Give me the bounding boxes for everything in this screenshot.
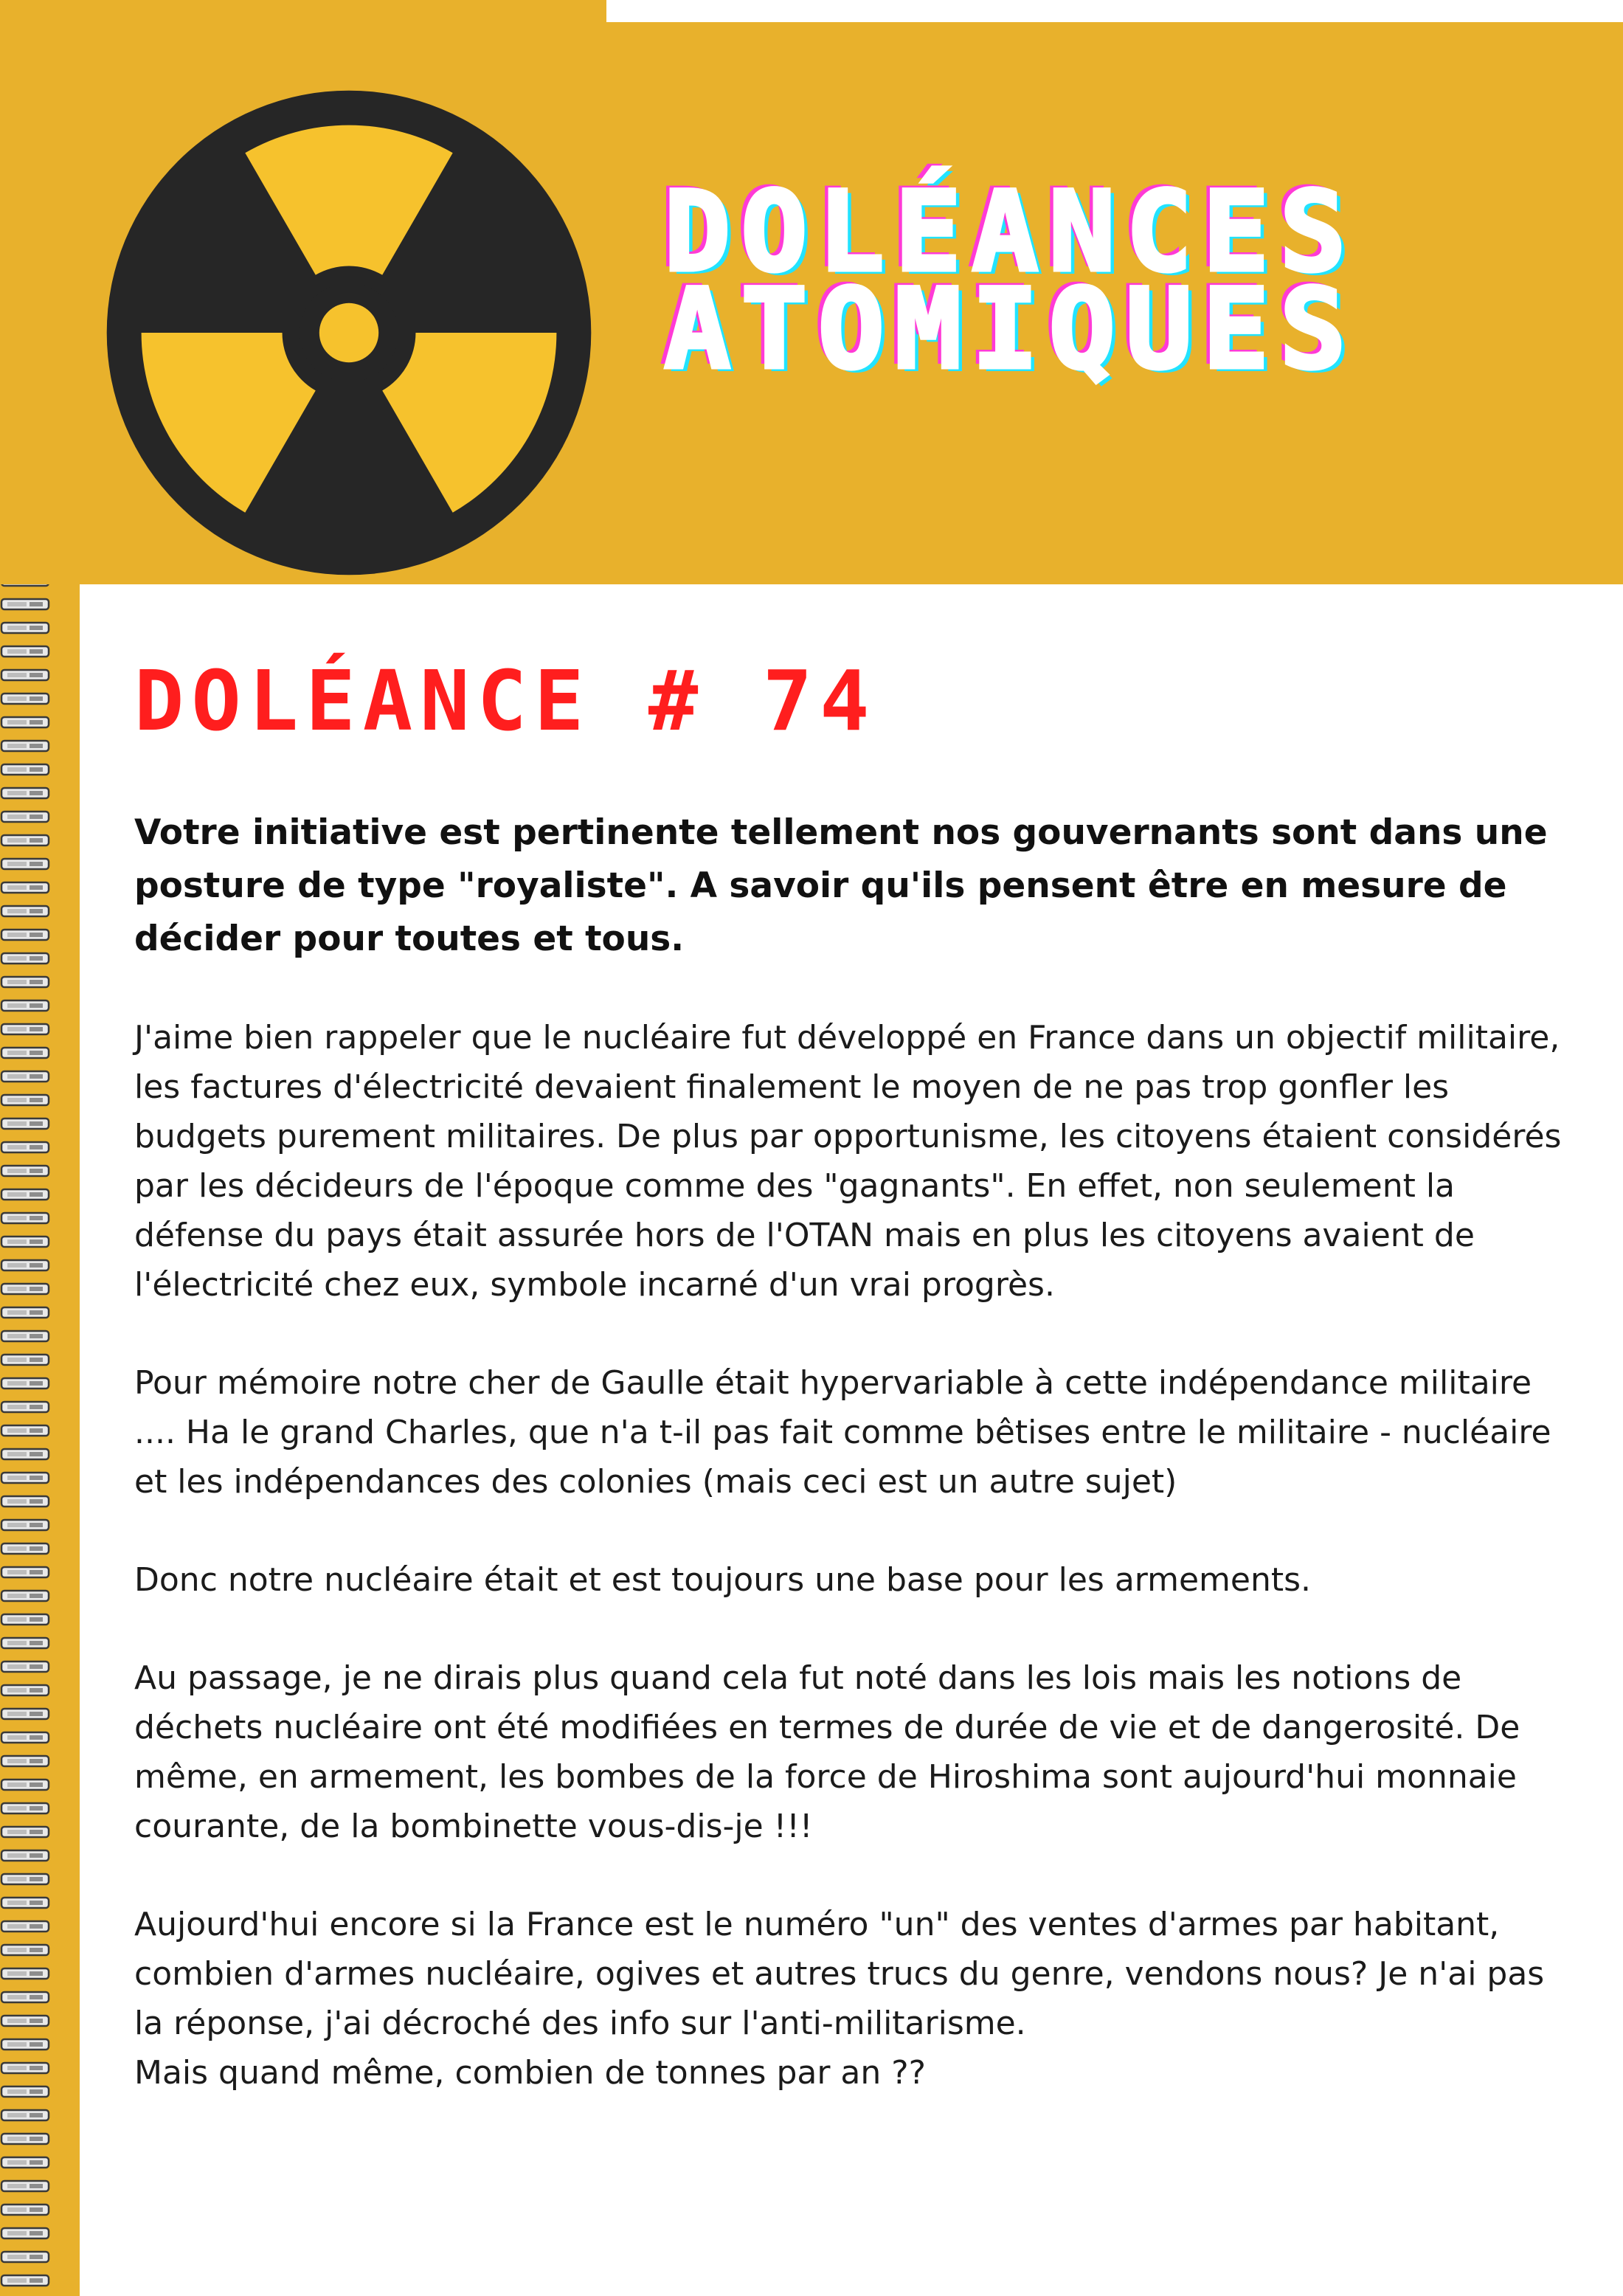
binding-ring	[1, 1425, 49, 1436]
binding-ring	[1, 1071, 49, 1082]
binding-ring	[1, 1331, 49, 1341]
binding-ring	[1, 623, 49, 633]
radiation-icon	[102, 86, 596, 580]
binding-ring	[1, 1614, 49, 1625]
paragraph-5: Aujourd'hui encore si la France est le numéro "un" des ventes d'armes par habitant, combien d'armes nucléaire, ogives et autres trucs du genre, vendons nous? Je n'ai pas la réponse, j'ai décroché des info sur l'anti-militarisme.	[134, 1906, 1545, 2043]
binding-ring	[1, 2039, 49, 2050]
binding-ring	[1, 859, 49, 869]
binding-ring	[1, 1142, 49, 1152]
binding-ring	[1, 1850, 49, 1861]
binding-ring	[1, 977, 49, 987]
binding-ring	[1, 1898, 49, 1908]
binding-ring	[1, 1402, 49, 1412]
binding-ring	[1, 717, 49, 727]
doleance-title: DOLÉANCE # 74	[134, 654, 877, 750]
binding-ring	[1, 1189, 49, 1200]
binding-ring	[1, 599, 49, 609]
binding-ring	[1, 1449, 49, 1459]
doleance-content	[134, 654, 1565, 2146]
binding-ring	[1, 1874, 49, 1884]
binding-ring	[1, 1000, 49, 1011]
header-white-notch	[606, 0, 1623, 22]
binding-ring	[1, 953, 49, 964]
header-banner-top	[0, 0, 606, 22]
binding-ring	[1, 2252, 49, 2262]
binding-ring	[1, 1780, 49, 1790]
binding-ring	[1, 1473, 49, 1483]
binding-ring	[1, 1355, 49, 1365]
binding-ring	[1, 906, 49, 916]
binding-ring	[1, 1048, 49, 1058]
binding-ring	[1, 2086, 49, 2097]
binding-ring	[1, 1496, 49, 1507]
paragraph-4: Au passage, je ne dirais plus quand cela fut noté dans les lois mais les notions de déchets nucléaire ont été modifiées en termes de durée de vie et de dangerosité. De même, en armement, les bombes de la force de Hiroshima sont aujourd'hui monnaie courante, de la bombinette vous-dis-je !!!	[134, 1659, 1520, 1846]
binding-ring	[1, 930, 49, 940]
binding-ring	[1, 835, 49, 846]
binding-ring	[1, 1166, 49, 1176]
binding-ring	[1, 2157, 49, 2168]
paragraph-3: Donc notre nucléaire était et est toujours une base pour les armements.	[134, 1561, 1312, 1600]
binding-ring	[1, 1378, 49, 1389]
binding-ring	[1, 694, 49, 704]
binding-ring	[1, 1543, 49, 1554]
binding-ring	[1, 1803, 49, 1813]
binding-ring	[1, 1520, 49, 1530]
paragraph-6: Mais quand même, combien de tonnes par an ??	[134, 2054, 926, 2092]
binding-ring	[1, 646, 49, 657]
binding-ring	[1, 1638, 49, 1648]
binding-ring	[1, 2110, 49, 2120]
binding-ring	[1, 1260, 49, 1270]
binding-ring	[1, 812, 49, 822]
binding-ring	[1, 2063, 49, 2073]
binding-ring	[1, 1118, 49, 1129]
binding-ring	[1, 1709, 49, 1719]
binding-ring	[1, 764, 49, 775]
paragraph-1: J'aime bien rappeler que le nucléaire fut développé en France dans un objectif militaire, les factures d'électricité devaient finalement le moyen de ne pas trop gonfler les budgets purement militaires. De plus par opportunisme, les citoyens étaient considérés par les décideurs de l'époque comme des "gagnants". En effet, non seulement la défense du pays était assurée hors de l'OTAN mais en plus les citoyens avaient de l'électricité chez eux, symbole incarné d'un vrai progrès.	[134, 1019, 1562, 1304]
binding-ring	[1, 1756, 49, 1766]
binding-ring	[1, 2016, 49, 2026]
binding-ring	[1, 1307, 49, 1318]
binding-ring	[1, 1591, 49, 1601]
binding-ring	[1, 670, 49, 680]
binding-ring	[1, 2205, 49, 2215]
binding-ring	[1, 882, 49, 893]
headline-line-2: ATOMIQUES	[664, 266, 1357, 394]
headline-line-1: DOLÉANCES	[664, 168, 1357, 297]
binding-ring	[1, 1284, 49, 1294]
binding-ring	[1, 2275, 49, 2286]
binding-ring	[1, 1685, 49, 1695]
binding-ring	[1, 1662, 49, 1672]
binding-ring	[1, 2181, 49, 2191]
binding-ring	[1, 1024, 49, 1034]
paragraph-2: Pour mémoire notre cher de Gaulle était hypervariable à cette indépendance militaire .... Ha le grand Charles, que n'a t-il pas fait comme bêtises entre le militaire - nucléaire et les indépendances des colonies (mais ceci est un autre sujet)	[134, 1364, 1551, 1501]
binding-ring	[1, 1945, 49, 1955]
binding-ring	[1, 2134, 49, 2144]
binding-ring	[1, 1567, 49, 1577]
binding-ring	[1, 1992, 49, 2002]
binding-ring	[1, 1968, 49, 1979]
binding-ring	[1, 1732, 49, 1743]
binding-ring	[1, 1827, 49, 1837]
doleance-intro: Votre initiative est pertinente tellement nos gouvernants sont dans une posture de type "royaliste". A savoir qu'ils pensent être en mesure de décider pour toutes et tous.	[134, 812, 1548, 960]
binding-ring	[1, 1095, 49, 1105]
binding-ring	[1, 1237, 49, 1247]
binding-ring	[1, 1213, 49, 1223]
binding-ring	[1, 741, 49, 751]
binding-ring	[1, 788, 49, 798]
binding-ring	[1, 1921, 49, 1932]
binding-ring	[1, 2228, 49, 2238]
